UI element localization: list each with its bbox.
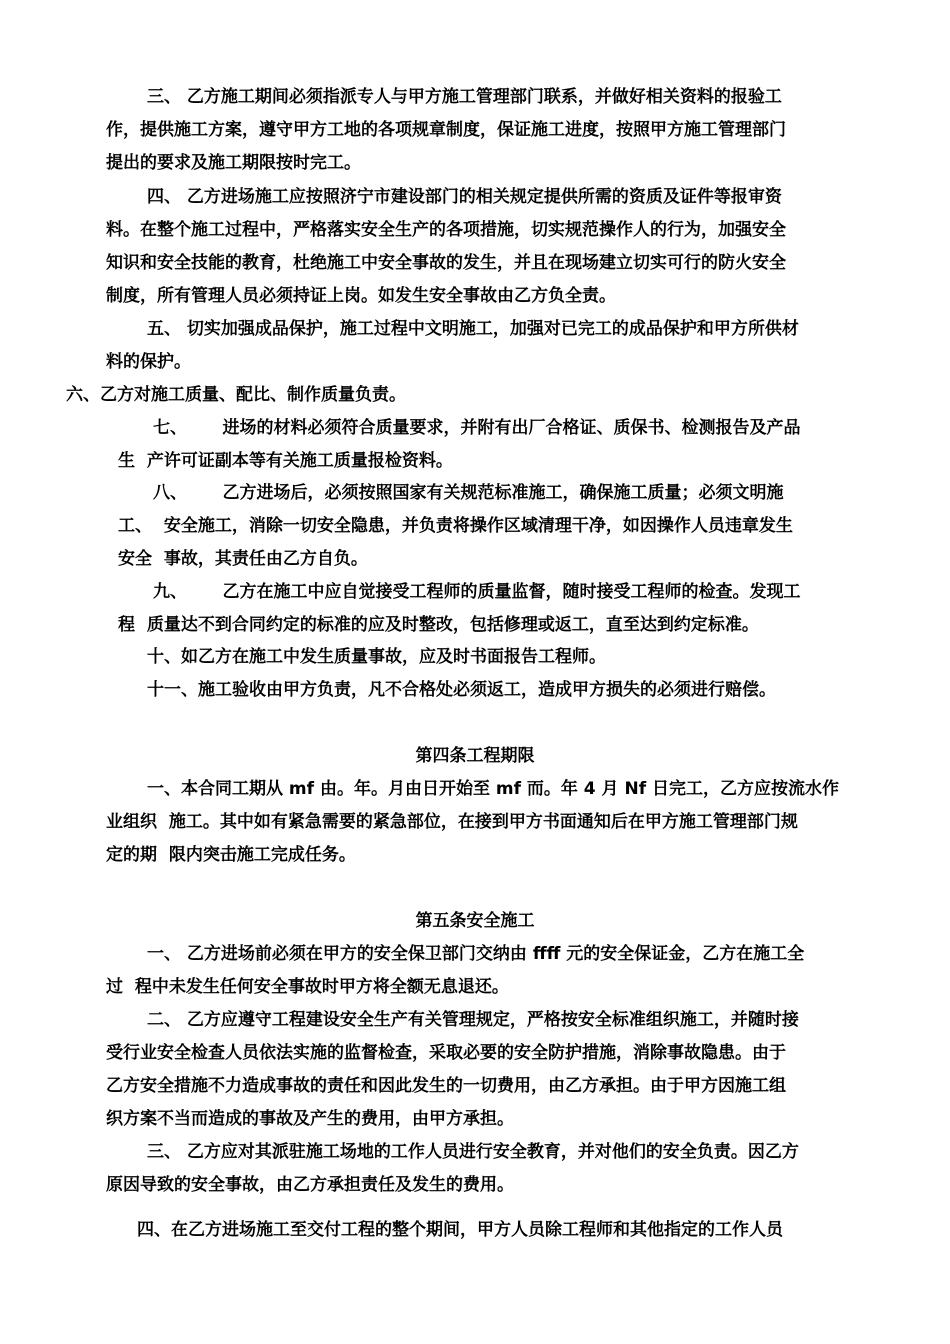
paragraph-line: 原因导致的安全事故，由乙方承担责任及发生的费用。 (106, 1175, 514, 1195)
paragraph-line: 四、在乙方进场施工至交付工程的整个期间，甲方人员除工程师和其他指定的工作人员 (137, 1220, 783, 1240)
paragraph-line: 安全 事故，其责任由乙方自负。 (118, 549, 368, 569)
section-heading: 第四条工程期限 (415, 746, 535, 766)
paragraph-line: 生 产许可证副本等有关施工质量报检资料。 (118, 451, 453, 471)
section-heading: 第五条安全施工 (415, 911, 535, 931)
paragraph-line: 三、 乙方应对其派驻施工场地的工作人员进行安全教育，并对他们的安全负责。因乙方 (147, 1142, 799, 1162)
paragraph-line: 定的期 限内突击施工完成任务。 (106, 845, 356, 865)
paragraph-line: 提出的要求及施工期限按时完工。 (106, 153, 361, 173)
paragraph-line: 四、 乙方进场施工应按照济宁市建设部门的相关规定提供所需的资质及证件等报审资 (147, 187, 782, 207)
paragraph-line: 程 质量达不到合同约定的标准的应及时整改，包括修理或返工，直至达到约定标准。 (118, 615, 759, 635)
paragraph-line: 八、 乙方进场后，必须按照国家有关规范标准施工，确保施工质量；必须文明施 (153, 483, 784, 503)
paragraph-line: 乙方安全措施不力造成事故的责任和因此发生的一切费用，由乙方承担。由于甲方因施工组 (106, 1076, 786, 1096)
paragraph-line: 过 程中未发生任何安全事故时甲方将全额无息退还。 (106, 977, 509, 997)
paragraph-line: 织方案不当而造成的事故及产生的费用，由甲方承担。 (106, 1109, 514, 1129)
paragraph-line: 二、 乙方应遵守工程建设安全生产有关管理规定，严格按安全标准组织施工，并随时接 (147, 1010, 799, 1030)
paragraph-line: 工、 安全施工，消除一切安全隐患，并负责将操作区域清理干净，如因操作人员违章发生 (118, 516, 793, 536)
paragraph-line: 料。在整个施工过程中，严格落实安全生产的各项措施，切实规范操作人的行为，加强安全 (106, 220, 786, 240)
paragraph-line: 料的保护。 (106, 352, 191, 372)
paragraph-line: 一、 乙方进场前必须在甲方的安全保卫部门交纳由 ffff 元的安全保证金，乙方在施工全 (147, 944, 805, 964)
paragraph-line: 业组织 施工。其中如有紧急需要的紧急部位，在接到甲方书面通知后在甲方施工管理部门规 (106, 812, 798, 832)
paragraph-line: 作，提供施工方案，遵守甲方工地的各项规章制度，保证施工进度，按照甲方施工管理部门 (106, 120, 786, 140)
paragraph-line: 九、 乙方在施工中应自觉接受工程师的质量监督，随时接受工程师的检查。发现工 (153, 582, 801, 602)
paragraph-line: 制度，所有管理人员必须持证上岗。如发生安全事故由乙方负全责。 (106, 286, 616, 306)
paragraph-line: 知识和安全技能的教育，杜绝施工中安全事故的发生，并且在现场建立切实可行的防火安全 (106, 253, 786, 273)
paragraph-line: 三、 乙方施工期间必须指派专人与甲方施工管理部门联系，并做好相关资料的报验工 (147, 87, 782, 107)
paragraph-line: 一、本合同工期从 mf 由。年。月由日开始至 mf 而。年 4 月 Nf 日完工，乙方应按流水作 (147, 779, 840, 799)
paragraph-line: 十一、施工验收由甲方负责，凡不合格处必须返工，造成甲方损失的必须进行赔偿。 (147, 680, 776, 700)
paragraph-line: 受行业安全检查人员依法实施的监督检查，采取必要的安全防护措施，消除事故隐患。由于 (106, 1043, 786, 1063)
paragraph-line: 五、 切实加强成品保护，施工过程中文明施工，加强对已完工的成品保护和甲方所供材 (147, 319, 799, 339)
paragraph-line: 六、乙方对施工质量、配比、制作质量负责。 (66, 385, 406, 405)
paragraph-line: 十、如乙方在施工中发生质量事故，应及时书面报告工程师。 (147, 647, 606, 667)
paragraph-line: 七、 进场的材料必须符合质量要求，并附有出厂合格证、质保书、检测报告及产品 (153, 418, 801, 438)
